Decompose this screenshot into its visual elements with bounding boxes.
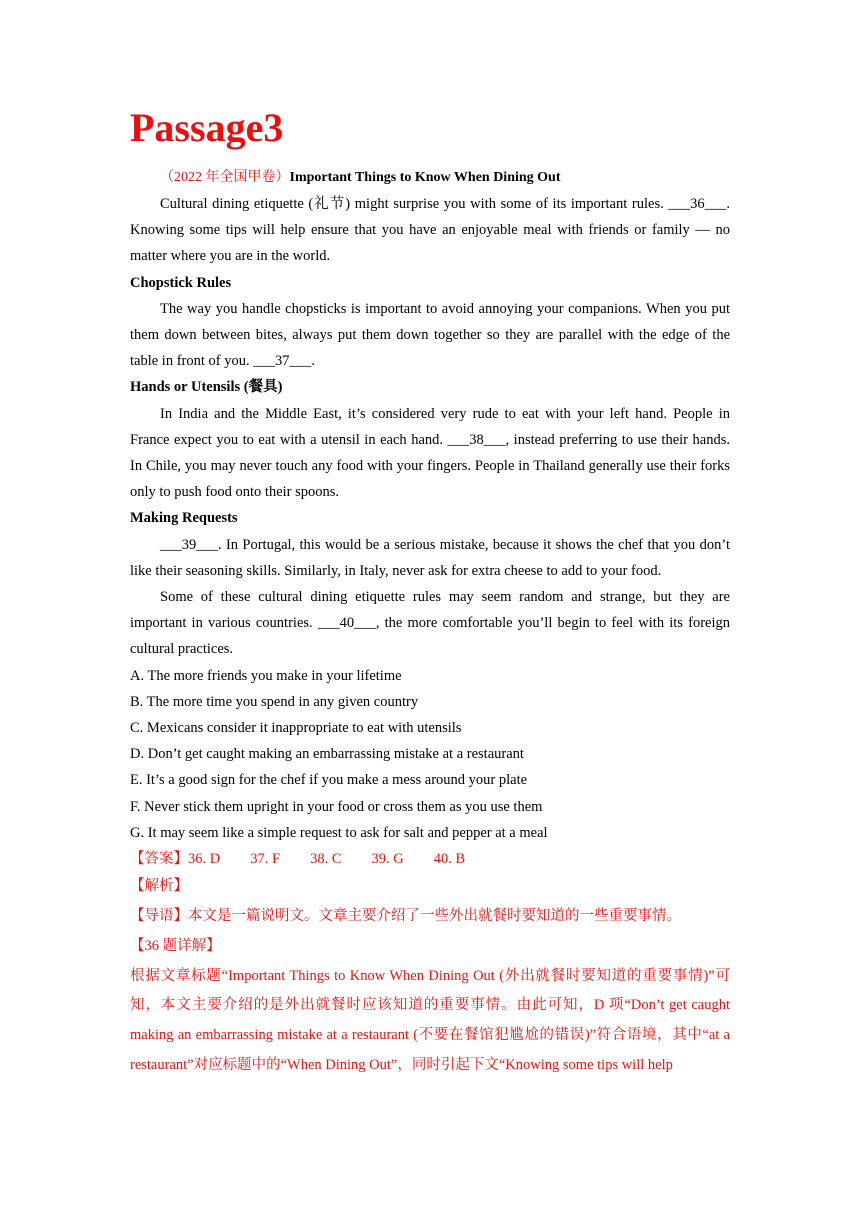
answer-item: 39. G xyxy=(371,851,404,868)
source-line xyxy=(130,165,730,191)
guide-text: 【导语】本文是一篇说明文。文章主要介绍了一些外出就餐时要知道的一些重要事情。 xyxy=(130,908,681,925)
q36-explanation: 根据文章标题“Important Things to Know When Dining Out (外出就餐时要知道的重要事情)”可知，本文主要介绍的是外出就餐时应该知道的重要事情。由此可知，D 项“Don’t get caught making an embarrassing mistake at a restaurant (不要在餐馆犯尴尬的错误)”符合语境，其中“at a restaurant”对应标题中的“When Dining Out”，同时引起下文“Knowing some tips will help xyxy=(130,967,730,1074)
option-item: G. It may seem like a simple request to ask for salt and pepper at a meal xyxy=(130,824,548,841)
passage-title: Passage3 xyxy=(130,105,284,150)
q36-label: 【36 题详解】 xyxy=(130,937,221,954)
option-item: C. Mexicans consider it inappropriate to eat with utensils xyxy=(130,720,462,737)
intro-paragraph: Cultural dining etiquette (礼节) might surprise you with some of its important rules. ___36___. Knowing some tips will help ensure that you have an enjoyable meal with friends or family — no matter where you are in the world. xyxy=(130,196,730,265)
answer-item: 37. F xyxy=(250,851,281,868)
section-heading-requests: Making Requests xyxy=(130,510,238,527)
option-item: B. The more time you spend in any given country xyxy=(130,693,419,710)
paragraph-closing: Some of these cultural dining etiquette rules may seem random and strange, but they are important in various countries. ___40___, the more comfortable you’ll begin to feel with its foreign cultural practices. xyxy=(130,589,730,658)
answer-item: 40. B xyxy=(433,851,466,868)
answer-item: 36. D xyxy=(188,851,221,868)
section-heading-utensils: Hands or Utensils (餐具) xyxy=(130,379,283,396)
section-heading-chopsticks: Chopstick Rules xyxy=(130,274,232,291)
option-item: D. Don’t get caught making an embarrassing mistake at a restaurant xyxy=(130,746,524,763)
answer-item: 38. C xyxy=(310,851,342,868)
paragraph-requests: ___39___. In Portugal, this would be a serious mistake, because it shows the chef that you don’t like their seasoning skills. Similarly, in Italy, never ask for extra cheese to add to your food. xyxy=(130,536,730,579)
paragraph-utensils: In India and the Middle East, it’s considered very rude to eat with your left hand. People in France expect you to eat with a utensil in each hand. ___38___, instead preferring to use their hands. In Chile, you may never touch any food with your fingers. People in Thailand generally use their forks only to push food onto their spoons. xyxy=(130,405,730,501)
option-item: F. Never stick them upright in your food or cross them as you use them xyxy=(130,798,543,815)
answer-line xyxy=(130,846,730,872)
option-item: E. It’s a good sign for the chef if you make a mess around your plate xyxy=(130,772,528,789)
option-item: A. The more friends you make in your lifetime xyxy=(130,667,402,684)
paragraph-chopsticks: The way you handle chopsticks is important to avoid annoying your companions. When you put them down between bites, always put them down together so they are parallel with the edge of the table in front of you. ___37___. xyxy=(130,300,730,370)
options-list xyxy=(130,663,730,846)
document-body xyxy=(130,104,730,1081)
exam-source-tag: （2022 年全国甲卷） xyxy=(160,170,290,185)
analysis-label: 【解析】 xyxy=(130,878,188,895)
answer-label: 【答案】 xyxy=(130,851,188,868)
article-heading: Important Things to Know When Dining Out xyxy=(289,170,561,185)
